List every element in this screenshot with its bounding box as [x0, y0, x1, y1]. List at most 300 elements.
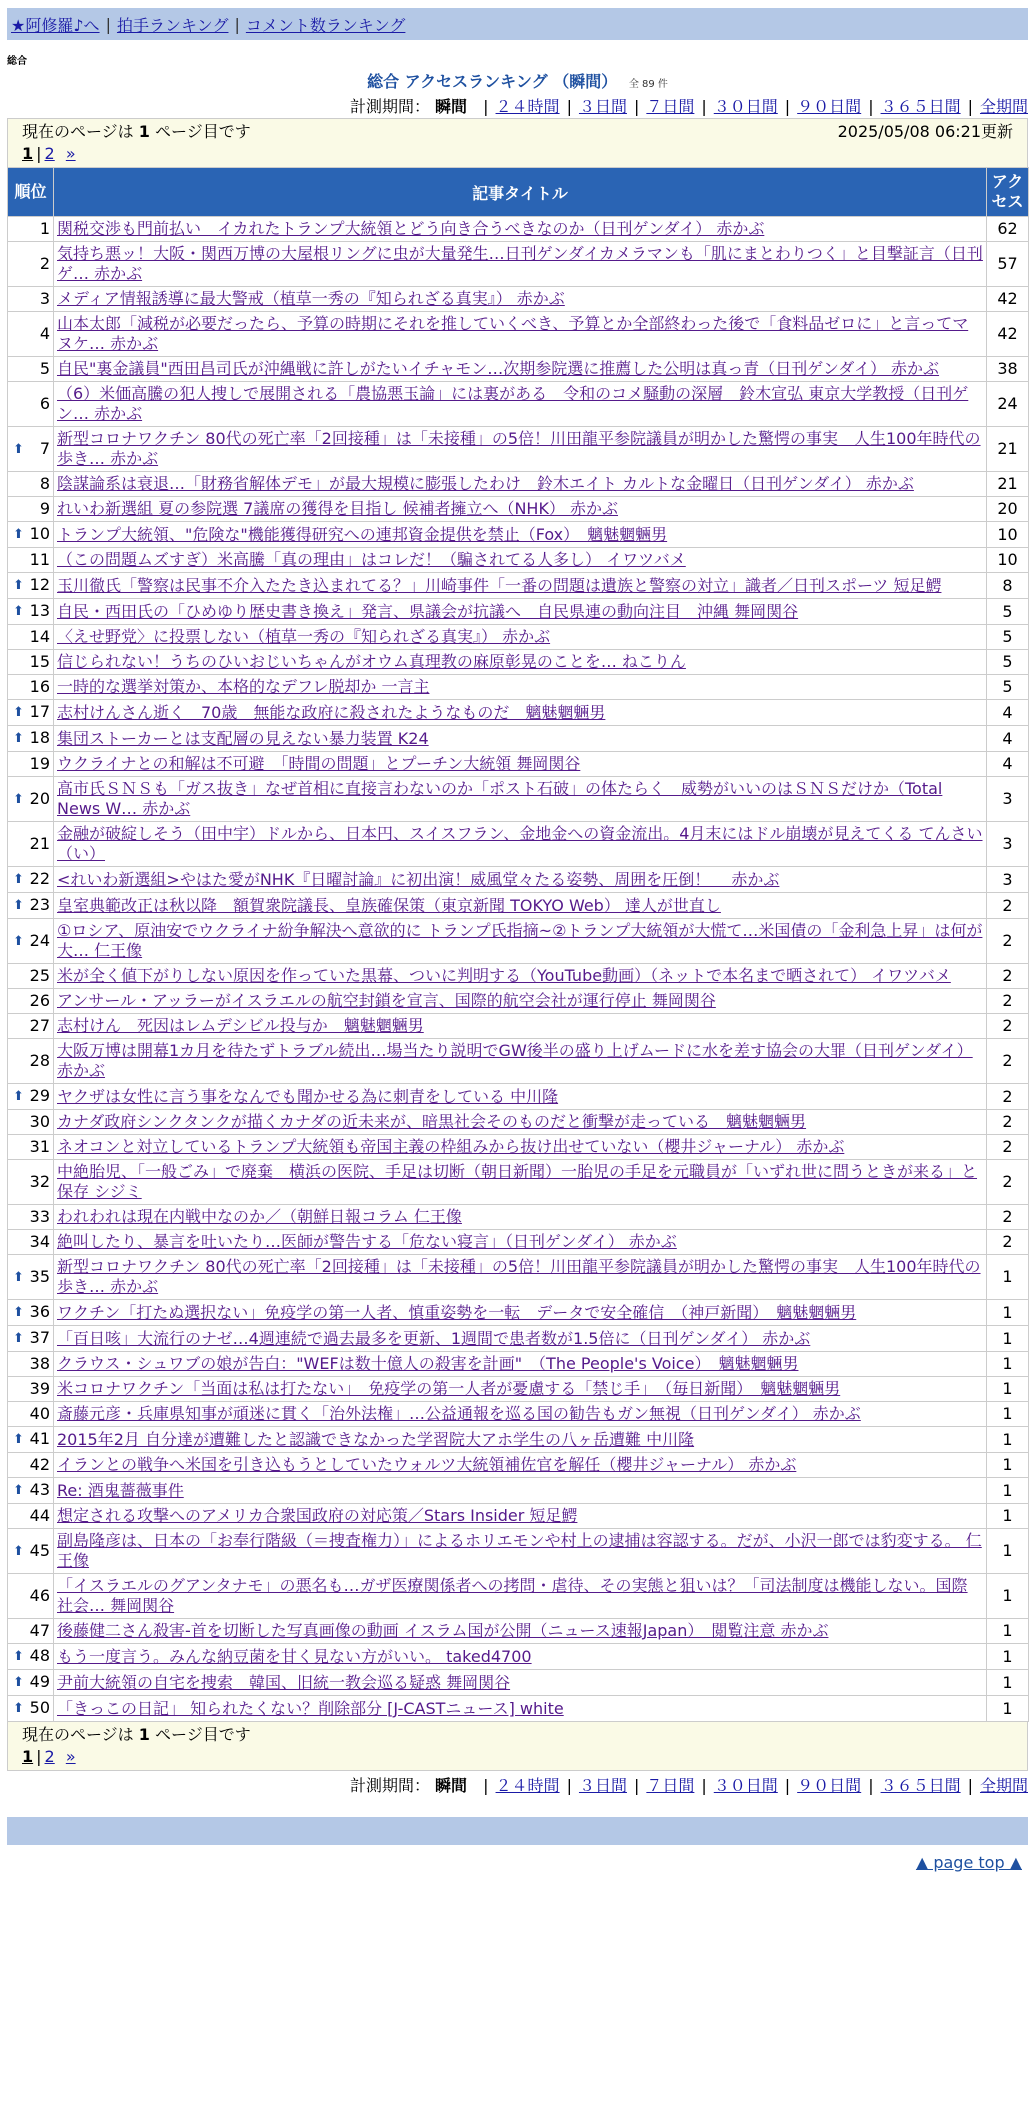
access-count: 1: [987, 1619, 1029, 1644]
table-row: [8, 1014, 1029, 1039]
article-link[interactable]: 「きっこの日記」 知られたくない？削除部分 [J-CASTニュース] white: [57, 1698, 564, 1718]
table-row: [8, 242, 1029, 287]
period-separator: |: [701, 97, 707, 116]
title-cell: [54, 599, 987, 625]
page-next-link[interactable]: »: [65, 1747, 76, 1766]
period-link[interactable]: ７日間: [646, 1776, 695, 1795]
page-next-link[interactable]: »: [65, 144, 76, 163]
rank-cell: [8, 893, 54, 919]
current-page-text-bottom: 現在のページは 1 ページ目です: [22, 1725, 251, 1744]
table-row: [8, 357, 1029, 382]
rank-number: 50: [29, 1698, 50, 1717]
period-separator: |: [967, 97, 973, 116]
title-cell: [54, 1230, 987, 1255]
rank-number: 33: [29, 1207, 50, 1226]
rank-cell: [8, 700, 54, 726]
rank-cell: [8, 726, 54, 752]
table-row: [8, 1326, 1029, 1352]
period-selector-bottom: [7, 1775, 1028, 1797]
rank-number: 24: [29, 930, 50, 950]
access-count: 1: [987, 1670, 1029, 1696]
table-row: [8, 822, 1029, 867]
title-cell: [54, 1402, 987, 1427]
article-link[interactable]: 皇室典範改正は秋以降 額賀衆院議長、皇族確保策（東京新聞 TOKYO Web） 達人が世直し: [57, 895, 721, 915]
rank-number: 18: [29, 728, 50, 747]
rank-cell: [8, 822, 54, 867]
table-row: [8, 893, 1029, 919]
rank-number: 45: [29, 1540, 50, 1560]
pager-top: [7, 118, 1028, 167]
title-cell: [54, 822, 987, 867]
title-cell: [54, 1039, 987, 1084]
table-row: [8, 867, 1029, 893]
rank-up-icon: ⬆: [13, 1089, 24, 1104]
rank-number: 14: [29, 627, 50, 646]
rank-number: 19: [29, 754, 50, 773]
rank-up-icon: ⬆: [13, 1675, 24, 1690]
rank-cell: [8, 919, 54, 964]
page-link-2[interactable]: 2: [44, 144, 55, 163]
table-row: [8, 548, 1029, 573]
pager-bottom: [7, 1722, 1028, 1771]
rank-number: 29: [29, 1086, 50, 1105]
period-current: 瞬間: [435, 97, 468, 116]
article-link[interactable]: 志村けん 死因はレムデシビル投与か 魑魅魍魎男: [57, 1016, 424, 1035]
article-link[interactable]: 自民"裏金議員"西田昌司氏が沖縄戦に許しがたいイチャモン…次期参院選に推薦した公明は真っ青（日刊ゲンダイ） 赤かぶ: [57, 359, 940, 378]
rank-number: 36: [29, 1302, 50, 1321]
rank-cell: [8, 1014, 54, 1039]
period-link[interactable]: ２４時間: [495, 1776, 560, 1795]
article-link[interactable]: 気持ち悪ッ！大阪・関西万博の大屋根リングに虫が大量発生…日刊ゲンダイカメラマンも「肌にまとわりつく」と目撃証言（日刊ゲ… 赤かぶ: [57, 244, 983, 283]
rank-number: 12: [29, 575, 50, 594]
title-cell: [54, 989, 987, 1014]
article-link[interactable]: 新型コロナワクチン 80代の死亡率「2回接種」は「未接種」の5倍！川田龍平参院議員が明かした驚愕の事実 人生100年時代の歩き… 赤かぶ: [57, 1257, 981, 1296]
rank-up-icon: ⬆: [13, 898, 24, 913]
rank-cell: [8, 1574, 54, 1619]
table-row: [8, 726, 1029, 752]
period-separator: |: [566, 1776, 572, 1795]
rank-cell: [8, 1504, 54, 1529]
rank-number: 34: [29, 1232, 50, 1251]
article-link[interactable]: ①ロシア、原油安でウクライナ紛争解決へ意欲的に トランプ氏指摘~②トランプ大統領が大慌て…米国債の「金利急上昇」は何が大… 仁王像: [57, 921, 983, 960]
top-nav-bar: [7, 8, 1028, 40]
title-cell: [54, 1014, 987, 1039]
rank-up-icon: ⬆: [13, 441, 24, 457]
title-cell: [54, 522, 987, 548]
title-cell: [54, 1644, 987, 1670]
table-row: [8, 1478, 1029, 1504]
current-page-text: 現在のページは 1 ページ目です: [22, 122, 251, 141]
rank-up-icon: ⬆: [13, 705, 24, 720]
rank-cell: [8, 242, 54, 287]
access-count: 5: [987, 650, 1029, 675]
article-link[interactable]: 2015年2月 自分達が遭難したと認識できなかった学習院大アホ学生の八ヶ岳遭難 中川隆: [57, 1429, 695, 1449]
article-link[interactable]: 「百日咳」大流行のナゼ…4週連続で過去最多を更新、1週間で患者数が1.5倍に（日刊ゲンダイ） 赤かぶ: [57, 1328, 811, 1348]
rank-cell: [8, 1377, 54, 1402]
article-link[interactable]: 志村けんさん逝く 70歳 無能な政府に殺されたようなものだ 魑魅魍魎男: [57, 702, 606, 722]
article-link[interactable]: 自民・西田氏の「ひめゆり歴史書き換え」発言、県議会が抗議へ 自民県連の動向注目 沖縄 舞岡関谷: [57, 601, 799, 621]
access-count: 2: [987, 1110, 1029, 1135]
rank-number: 43: [29, 1480, 50, 1499]
period-link[interactable]: ３６５日間: [880, 1776, 961, 1795]
article-link[interactable]: 〈えせ野党〉に投票しない（植草一秀の『知られざる真実』） 赤かぶ: [57, 627, 551, 646]
rank-up-icon: ⬆: [13, 1483, 24, 1498]
article-link[interactable]: 高市氏ＳＮＳも「ガス抜き」なぜ首相に直接言わないのか「ポスト石破」の体たらく 威勢がいいのはＳＮＳだけか（Total News W… 赤かぶ: [57, 779, 943, 818]
article-link[interactable]: （6）米価高騰の犯人捜しで展開される「農協悪玉論」には裏がある 令和のコメ騒動の深層 鈴木宣弘 東京大学教授（日刊ゲン… 赤かぶ: [57, 384, 969, 423]
article-link[interactable]: 副島隆彦は、日本の「お奉行階級（＝捜査権力）」によるホリエモンや村上の逮捕は容認する。だが、小沢一郎では豹変する。 仁王像: [57, 1531, 982, 1570]
access-count: 2: [987, 1014, 1029, 1039]
title-cell: [54, 964, 987, 989]
title-cell: [54, 548, 987, 573]
rank-cell: [8, 472, 54, 497]
article-link[interactable]: ウクライナとの和解は不可避 「時間の問題」とプーチン大統領 舞岡関谷: [57, 754, 581, 773]
title-cell: [54, 1205, 987, 1230]
rank-number: 3: [39, 289, 50, 308]
table-row: [8, 1255, 1029, 1300]
title-cell: [54, 867, 987, 893]
period-separator: |: [967, 1776, 973, 1795]
footer-bar: [7, 1817, 1028, 1845]
table-row: [8, 1230, 1029, 1255]
period-link[interactable]: ９０日間: [797, 1776, 862, 1795]
period-link[interactable]: ７日間: [646, 97, 695, 116]
rank-up-icon: ⬆: [13, 578, 24, 593]
access-count: 1: [987, 1377, 1029, 1402]
title-cell: [54, 777, 987, 822]
rank-number: 46: [29, 1586, 50, 1605]
title-cell: [54, 1377, 987, 1402]
article-link[interactable]: 陰謀論系は衰退…「財務省解体デモ」が最大規模に膨張したわけ 鈴木エイト カルトな金曜日（日刊ゲンダイ） 赤かぶ: [57, 474, 914, 493]
article-link[interactable]: 尹前大統領の自宅を捜索 韓国、旧統一教会巡る疑惑 舞岡関谷: [57, 1672, 511, 1692]
nav-separator: |: [234, 14, 240, 34]
rank-number: 2: [39, 254, 50, 273]
rank-cell: [8, 497, 54, 522]
access-count: 10: [987, 548, 1029, 573]
article-link[interactable]: <れいわ新選組>やはた愛がNHK『日曜討論』に初出演！威風堂々たる姿勢、周囲を圧倒！ 赤かぶ: [57, 869, 780, 889]
page-top-link[interactable]: ▲ page top ▲: [915, 1852, 1022, 1872]
access-count: 38: [987, 357, 1029, 382]
access-count: 20: [987, 497, 1029, 522]
article-link[interactable]: 集団ストーカーとは支配層の見えない暴力装置 K24: [57, 728, 429, 748]
category-label: 総合: [7, 56, 27, 67]
nav-link-comment-ranking[interactable]: コメント数ランキング: [245, 15, 406, 35]
title-cell: [54, 287, 987, 312]
article-link[interactable]: 絶叫したり、暴言を吐いたり…医師が警告する「危ない寝言」（日刊ゲンダイ） 赤かぶ: [57, 1232, 677, 1251]
article-link[interactable]: 金融が破綻しそう（田中宇）ドルから、日本円、スイスフラン、金地金への資金流出。4月末にはドル崩壊が見えてくる てんさい（い）: [57, 824, 983, 863]
access-count: 1: [987, 1402, 1029, 1427]
title-cell: [54, 573, 987, 599]
access-count: 42: [987, 312, 1029, 357]
access-count: 1: [987, 1504, 1029, 1529]
rank-number: 32: [29, 1172, 50, 1191]
access-count: 2: [987, 1039, 1029, 1084]
rank-number: 28: [29, 1051, 50, 1070]
rank-up-icon: ⬆: [13, 1543, 24, 1559]
rank-cell: [8, 1402, 54, 1427]
rank-number: 37: [29, 1328, 50, 1347]
article-link[interactable]: 「イスラエルのグアンタナモ」の悪名も…ガザ医療関係者への拷問・虐待、その実態と狙いは？「司法制度は機能しない。国際社会… 舞岡関谷: [57, 1576, 968, 1615]
rank-number: 7: [39, 438, 50, 458]
article-link[interactable]: イランとの戦争へ米国を引き込もうとしていたウォルツ大統領補佐官を解任（櫻井ジャーナル） 赤かぶ: [57, 1455, 797, 1474]
table-row: [8, 1529, 1029, 1574]
table-row: [8, 427, 1029, 472]
period-separator: |: [784, 97, 791, 116]
access-count: 2: [987, 919, 1029, 964]
access-count: 1: [987, 1574, 1029, 1619]
nav-separator: |: [105, 14, 111, 34]
article-link[interactable]: （この問題ムズすぎ）米高騰「真の理由」はコレだ！（騙されてる人多し） イワツバメ: [57, 550, 686, 569]
article-link[interactable]: 米が全く値下がりしない原因を作っていた黒幕、ついに判明する（YouTube動画）（ネットで本名まで晒されて） イワツバメ: [57, 966, 951, 985]
rank-up-icon: ⬆: [13, 527, 24, 542]
title-cell: [54, 1160, 987, 1205]
table-row: [8, 625, 1029, 650]
access-count: 2: [987, 964, 1029, 989]
table-row: [8, 700, 1029, 726]
rank-cell: [8, 573, 54, 599]
nav-link-asyura-home[interactable]: ★阿修羅♪へ: [11, 15, 100, 35]
access-count: 1: [987, 1300, 1029, 1326]
title-cell: [54, 1300, 987, 1326]
access-count: 42: [987, 287, 1029, 312]
table-row: [8, 472, 1029, 497]
rank-up-icon: ⬆: [13, 872, 24, 887]
table-row: [8, 382, 1029, 427]
access-count: 21: [987, 472, 1029, 497]
article-link[interactable]: Re: 酒鬼薔薇事件: [57, 1480, 184, 1500]
article-link[interactable]: 玉川徹氏「警察は民事不介入たたき込まれてる？」川崎事件「一番の問題は遺族と警察の対立」識者／日刊スポーツ 短足鰐: [57, 575, 942, 595]
period-link[interactable]: 全期間: [979, 1776, 1028, 1795]
title-cell: [54, 472, 987, 497]
period-separator: |: [483, 97, 489, 116]
rank-number: 8: [39, 474, 50, 493]
table-row: [8, 1352, 1029, 1377]
title-cell: [54, 625, 987, 650]
access-count: 10: [987, 522, 1029, 548]
article-link[interactable]: 新型コロナワクチン 80代の死亡率「2回接種」は「未接種」の5倍！川田龍平参院議員が明かした驚愕の事実 人生100年時代の歩き… 赤かぶ: [57, 429, 981, 468]
rank-number: 23: [29, 895, 50, 914]
period-separator: |: [483, 1776, 489, 1795]
period-link[interactable]: ３６５日間: [880, 97, 961, 116]
access-count: 4: [987, 700, 1029, 726]
article-link[interactable]: 信じられない！うちのひいおじいちゃんがオウム真理教の麻原彰晃のことを… ねこりん: [57, 652, 686, 671]
title-cell: [54, 1255, 987, 1300]
table-row: [8, 312, 1029, 357]
access-count: 3: [987, 822, 1029, 867]
period-separator: |: [868, 97, 874, 116]
title-cell: [54, 382, 987, 427]
article-link[interactable]: 中絶胎児、「一般ごみ」で廃棄 横浜の医院、手足は切断（朝日新聞）一胎児の手足を元職員が「いずれ世に問うときが来る」と保存 シジミ: [57, 1162, 978, 1201]
article-link[interactable]: 大阪万博は開幕1カ月を待たずトラブル続出…場当たり説明でGW後半の盛り上げムードに水を差す協会の大罪（日刊ゲンダイ） 赤かぶ: [57, 1041, 973, 1080]
rank-number: 21: [29, 834, 50, 853]
article-link[interactable]: ヤクザは女性に言う事をなんでも聞かせる為に刺青をしている 中川隆: [57, 1086, 559, 1106]
rank-cell: [8, 1644, 54, 1670]
article-link[interactable]: れいわ新選組 夏の参院選 7議席の獲得を目指し 候補者擁立へ（NHK） 赤かぶ: [57, 499, 619, 518]
title-cell: [54, 1619, 987, 1644]
table-row: [8, 752, 1029, 777]
access-count: 2: [987, 1135, 1029, 1160]
rank-cell: [8, 650, 54, 675]
table-row: [8, 1205, 1029, 1230]
page-current: 1: [22, 1747, 34, 1766]
rank-up-icon: ⬆: [13, 1701, 24, 1716]
table-row: [8, 919, 1029, 964]
article-link[interactable]: ネオコンと対立しているトランプ大統領も帝国主義の枠組みから抜け出せていない（櫻井ジャーナル） 赤かぶ: [57, 1137, 845, 1156]
updated-timestamp: 2025/05/08 06:21更新: [837, 122, 1013, 141]
access-count: 1: [987, 1255, 1029, 1300]
table-row: [8, 1504, 1029, 1529]
rank-number: 15: [29, 652, 50, 671]
article-link[interactable]: メディア情報誘導に最大警戒（植草一秀の『知られざる真実』） 赤かぶ: [57, 289, 565, 308]
rank-number: 42: [29, 1455, 50, 1474]
article-link[interactable]: 一時的な選挙対策か、本格的なデフレ脱却か 一言主: [57, 677, 430, 696]
access-count: 21: [987, 427, 1029, 472]
rank-cell: [8, 1160, 54, 1205]
rank-up-icon: ⬆: [13, 1305, 24, 1320]
period-link[interactable]: ２４時間: [495, 97, 560, 116]
period-link[interactable]: ３０日間: [713, 1776, 778, 1795]
rank-up-icon: ⬆: [13, 791, 24, 807]
title-cell: [54, 1326, 987, 1352]
access-count: 1: [987, 1696, 1029, 1722]
title-cell: [54, 893, 987, 919]
table-row: [8, 573, 1029, 599]
period-selector-top: [7, 96, 1028, 118]
rank-number: 4: [39, 324, 50, 343]
rank-cell: [8, 625, 54, 650]
rank-number: 48: [29, 1646, 50, 1665]
article-link[interactable]: 関税交渉も門前払い イカれたトランプ大統領とどう向き合うべきなのか（日刊ゲンダイ） 赤かぶ: [57, 219, 765, 238]
title-cell: [54, 752, 987, 777]
table-row: [8, 1670, 1029, 1696]
article-link[interactable]: アンサール・アッラーがイスラエルの航空封鎖を宣言、国際的航空会社が運行停止 舞岡関谷: [57, 991, 716, 1010]
article-link[interactable]: トランプ大統領、"危険な"機能獲得研究への連邦資金提供を禁止（Fox） 魑魅魍魎男: [57, 524, 668, 544]
article-link[interactable]: カナダ政府シンクタンクが描くカナダの近未来が、暗黒社会そのものだと衝撃が走っている 魑魅魍魎男: [57, 1112, 807, 1131]
access-count: 2: [987, 1084, 1029, 1110]
period-label: 計測期間：: [349, 97, 430, 116]
access-count: 1: [987, 1644, 1029, 1670]
access-count: 24: [987, 382, 1029, 427]
rank-number: 35: [29, 1266, 50, 1286]
article-link[interactable]: クラウス・シュワブの娘が告白："WEFは数十億人の殺害を計画" （The People's Voice） 魑魅魍魎男: [57, 1354, 799, 1373]
rank-cell: [8, 675, 54, 700]
rank-cell: [8, 548, 54, 573]
article-link[interactable]: われわれは現在内戦中なのか／（朝鮮日報コラム 仁王像: [57, 1207, 462, 1226]
page-link-2[interactable]: 2: [44, 1747, 55, 1766]
table-row: [8, 1402, 1029, 1427]
rank-up-icon: ⬆: [13, 933, 24, 949]
title-cell: [54, 1670, 987, 1696]
title-cell: [54, 919, 987, 964]
rank-number: 26: [29, 991, 50, 1010]
table-row: [8, 675, 1029, 700]
rank-cell: [8, 217, 54, 242]
access-count: 2: [987, 1205, 1029, 1230]
rank-number: 30: [29, 1112, 50, 1131]
title-cell: [54, 357, 987, 382]
table-row: [8, 217, 1029, 242]
rank-cell: [8, 1619, 54, 1644]
table-row: [8, 650, 1029, 675]
rank-cell: [8, 1205, 54, 1230]
period-separator: |: [566, 97, 572, 116]
article-link[interactable]: ワクチン「打たぬ選択ない」免疫学の第一人者、慎重姿勢を一転 データで安全確信 （神戸新聞） 魑魅魍魎男: [57, 1302, 857, 1322]
rank-cell: [8, 867, 54, 893]
footer-page-top: [7, 1845, 1028, 1879]
page-title: [7, 71, 1028, 96]
table-row: [8, 522, 1029, 548]
title-cell: [54, 1478, 987, 1504]
rank-cell: [8, 427, 54, 472]
period-link[interactable]: ９０日間: [797, 97, 862, 116]
nav-link-applause-ranking[interactable]: 拍手ランキング: [116, 15, 229, 35]
article-link[interactable]: 想定される攻撃へのアメリカ合衆国政府の対応策／Stars Insider 短足鰐: [57, 1506, 578, 1525]
rank-cell: [8, 1453, 54, 1478]
period-current: 瞬間: [435, 1776, 468, 1795]
table-row: [8, 1135, 1029, 1160]
access-count: 8: [987, 573, 1029, 599]
rank-number: 22: [29, 869, 50, 888]
title-cell: [54, 497, 987, 522]
header-access: アクセス: [987, 168, 1029, 217]
title-cell: [54, 700, 987, 726]
access-count: 1: [987, 1478, 1029, 1504]
access-count: 1: [987, 1326, 1029, 1352]
article-link[interactable]: 斎藤元彦・兵庫県知事が頑迷に貫く「治外法権」…公益通報を巡る国の勧告もガン無視（日刊ゲンダイ） 赤かぶ: [57, 1404, 861, 1423]
ranking-table: [7, 167, 1029, 1722]
access-count: 62: [987, 217, 1029, 242]
page-links-bottom: 1 | 2 »: [22, 1747, 76, 1766]
rank-up-icon: ⬆: [13, 1331, 24, 1346]
period-separator: |: [633, 1776, 640, 1795]
rank-cell: [8, 752, 54, 777]
article-link[interactable]: 米コロナワクチン「当面は私は打たない」 免疫学の第一人者が憂慮する「禁じ手」 （毎日新聞） 魑魅魍魎男: [57, 1379, 841, 1398]
access-count: 4: [987, 726, 1029, 752]
period-separator: |: [701, 1776, 707, 1795]
title-cell: [54, 1529, 987, 1574]
period-link[interactable]: ３０日間: [713, 97, 778, 116]
period-link[interactable]: ３日間: [578, 97, 627, 116]
total-count: 全 89 件: [628, 79, 668, 90]
page-current: 1: [22, 144, 34, 163]
table-row: [8, 1696, 1029, 1722]
title-cell: [54, 1110, 987, 1135]
rank-cell: [8, 357, 54, 382]
rank-cell: [8, 1110, 54, 1135]
rank-cell: [8, 1696, 54, 1722]
title-cell: [54, 1696, 987, 1722]
access-count: 4: [987, 752, 1029, 777]
rank-cell: [8, 287, 54, 312]
rank-cell: [8, 1427, 54, 1453]
article-link[interactable]: 山本太郎「減税が必要だったら、予算の時期にそれを推していくべき、予算とか全部終わった後で「食料品ゼロに」と言ってマヌケ… 赤かぶ: [57, 314, 969, 353]
rank-cell: [8, 1300, 54, 1326]
rank-up-icon: ⬆: [13, 1649, 24, 1664]
period-link[interactable]: 全期間: [979, 97, 1028, 116]
rank-up-icon: ⬆: [13, 1432, 24, 1447]
rank-number: 9: [39, 499, 50, 518]
table-row: [8, 1110, 1029, 1135]
table-row: [8, 599, 1029, 625]
title-cell: [54, 427, 987, 472]
rank-number: 44: [29, 1506, 50, 1525]
title-cell: [54, 726, 987, 752]
table-row: [8, 777, 1029, 822]
rank-cell: [8, 989, 54, 1014]
article-link[interactable]: もう一度言う。みんな納豆菌を甘く見ない方がいい。 taked4700: [57, 1646, 532, 1666]
title-cell: [54, 1084, 987, 1110]
article-link[interactable]: 後藤健二さん殺害-首を切断した写真画像の動画 イスラム国が公開（ニュース速報Japan） 閲覧注意 赤かぶ: [57, 1621, 829, 1640]
period-link[interactable]: ３日間: [578, 1776, 627, 1795]
